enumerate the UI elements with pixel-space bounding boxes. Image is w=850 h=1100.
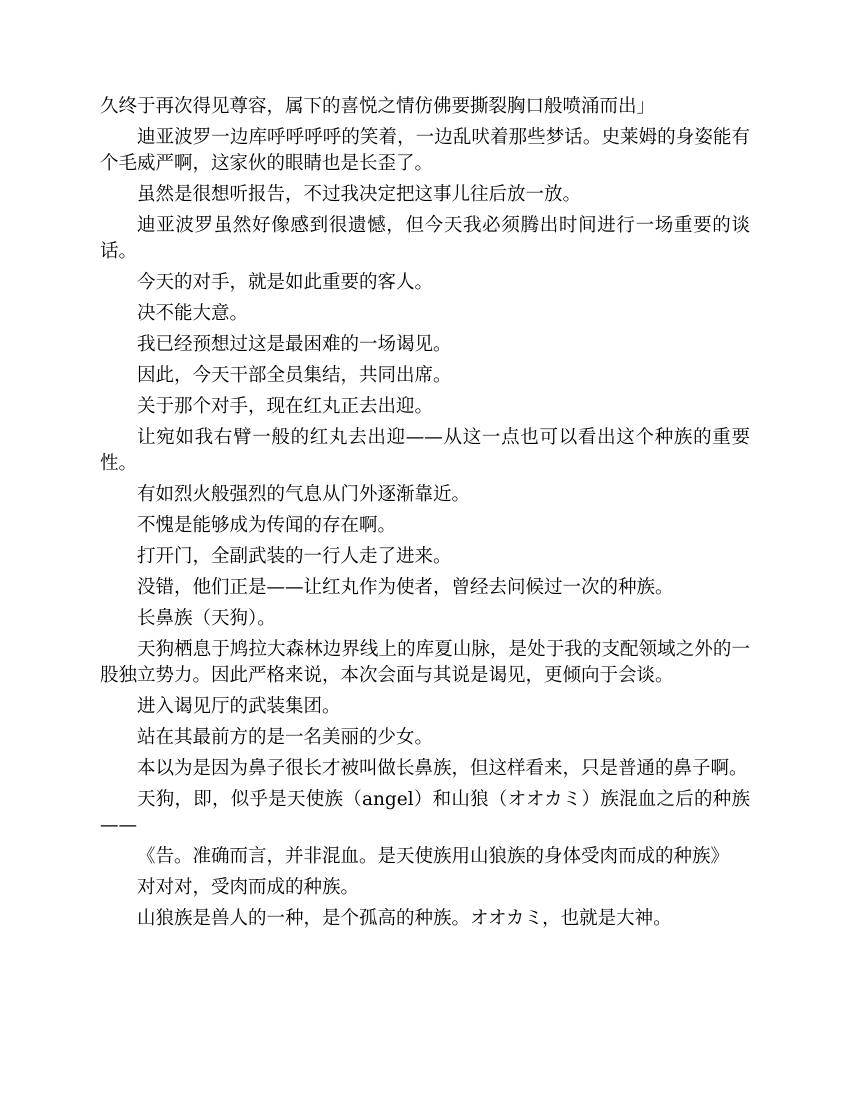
paragraph: 对对对，受肉而成的种族。 (137, 877, 360, 898)
paragraph: 不愧是能够成为传闻的存在啊。 (137, 515, 397, 536)
paragraph: 今天的对手，就是如此重要的客人。 (137, 272, 434, 293)
paragraph: 站在其最前方的是一名美丽的少女。 (137, 727, 434, 748)
paragraph: 本以为是因为鼻子很长才被叫做长鼻族，但这样看来，只是普通的鼻子啊。 (137, 758, 748, 779)
paragraph: 没错，他们正是——让红丸作为使者，曾经去问候过一次的种族。 (137, 577, 674, 598)
paragraph: 虽然是很想听报告，不过我决定把这事儿往后放一放。 (137, 184, 582, 205)
document-page (100, 94, 750, 937)
paragraph: 山狼族是兽人的一种，是个孤高的种族。オオカミ，也就是大神。 (137, 908, 672, 929)
paragraph: 因此，今天干部全员集结，共同出席。 (137, 365, 452, 386)
paragraph: 决不能大意。 (137, 303, 249, 324)
paragraph: 打开门，全副武装的一行人走了进来。 (137, 546, 452, 567)
paragraph: 迪亚波罗虽然好像感到很遗憾，但今天我必须腾出时间进行一场重要的谈话。 (100, 215, 750, 262)
paragraph: 《告。准确而言，并非混血。是天使族用山狼族的身体受肉而成的种族》 (137, 846, 730, 867)
paragraph: 迪亚波罗一边库呼呼呼呼的笑着，一边乱吠着那些梦话。史莱姆的身姿能有个毛威严啊，这家伙的眼睛也是长歪了。 (100, 127, 750, 174)
paragraph: 让宛如我右臂一般的红丸去出迎——从这一点也可以看出这个种族的重要性。 (100, 427, 750, 474)
paragraph: 天狗，即，似乎是天使族（angel）和山狼（オオカミ）族混血之后的种族—— (100, 789, 750, 836)
paragraph: 有如烈火般强烈的气息从门外逐渐靠近。 (137, 484, 471, 505)
paragraph: 长鼻族（天狗）。 (137, 608, 276, 629)
paragraph: 关于那个对手，现在红丸正去出迎。 (137, 396, 434, 417)
paragraph: 久终于再次得见尊容，属下的喜悦之情仿佛要撕裂胸口般喷涌而出」 (100, 96, 656, 117)
paragraph: 进入谒见厅的武装集团。 (137, 696, 341, 717)
paragraph: 天狗栖息于鸠拉大森林边界线上的库夏山脉，是处于我的支配领域之外的一股独立势力。因此严格来说，本次会面与其说是谒见，更倾向于会谈。 (100, 639, 750, 686)
paragraph: 我已经预想过这是最困难的一场谒见。 (137, 334, 452, 355)
